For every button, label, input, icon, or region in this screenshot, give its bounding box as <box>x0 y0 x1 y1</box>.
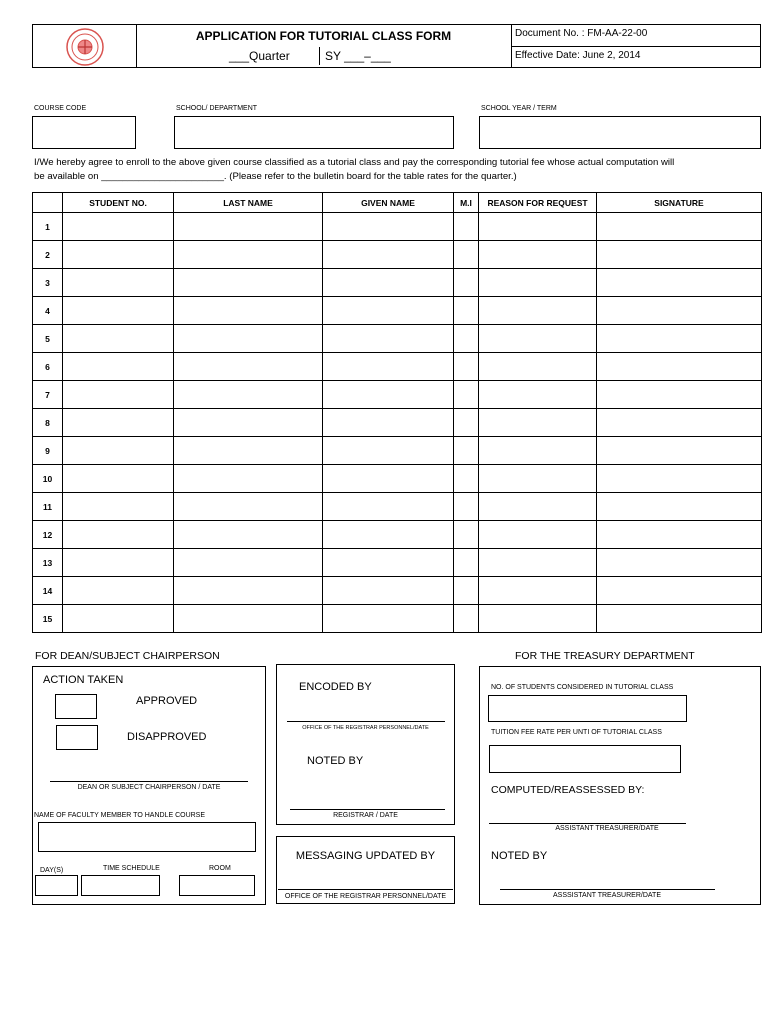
signature-cell[interactable] <box>597 549 762 577</box>
room-input[interactable] <box>179 875 255 896</box>
table-row <box>33 297 762 325</box>
quarter-field <box>229 49 290 63</box>
last-name-cell[interactable] <box>174 493 323 521</box>
student-no-cell[interactable] <box>63 437 174 465</box>
disapproved-label: DISAPPROVED <box>127 731 207 743</box>
table-header-row <box>33 193 762 213</box>
document-info-cell <box>511 25 760 67</box>
last-name-cell[interactable] <box>174 465 323 493</box>
mi-cell[interactable] <box>454 437 479 465</box>
given-name-cell[interactable] <box>323 381 454 409</box>
signature-cell[interactable] <box>597 493 762 521</box>
given-name-cell[interactable] <box>323 409 454 437</box>
approved-checkbox[interactable] <box>55 694 97 719</box>
given-name-cell[interactable] <box>323 437 454 465</box>
last-name-cell[interactable] <box>174 381 323 409</box>
student-table <box>32 192 762 633</box>
table-row <box>33 549 762 577</box>
table-row <box>33 605 762 633</box>
row-number: 1 <box>33 213 63 241</box>
given-name-cell[interactable] <box>323 549 454 577</box>
last-name-cell[interactable] <box>174 521 323 549</box>
table-row <box>33 269 762 297</box>
mi-cell[interactable] <box>454 213 479 241</box>
treasury-box <box>479 666 761 905</box>
reason-cell[interactable] <box>479 605 597 633</box>
column-header-signature: SIGNATURE <box>597 193 762 213</box>
column-header-number <box>33 193 63 213</box>
reason-cell[interactable] <box>479 381 597 409</box>
school-department-input[interactable] <box>174 116 454 149</box>
row-number: 13 <box>33 549 63 577</box>
mi-cell[interactable] <box>454 353 479 381</box>
reason-cell[interactable] <box>479 437 597 465</box>
reason-cell[interactable] <box>479 465 597 493</box>
mi-cell[interactable] <box>454 269 479 297</box>
mi-cell[interactable] <box>454 577 479 605</box>
signature-cell[interactable] <box>597 409 762 437</box>
given-name-cell[interactable] <box>323 465 454 493</box>
signature-cell[interactable] <box>597 605 762 633</box>
mi-cell[interactable] <box>454 549 479 577</box>
messaging-box <box>276 836 455 904</box>
mi-cell[interactable] <box>454 465 479 493</box>
reason-cell[interactable] <box>479 213 597 241</box>
last-name-cell[interactable] <box>174 549 323 577</box>
no-students-input[interactable] <box>488 695 687 722</box>
agreement-text <box>34 156 764 184</box>
student-no-cell[interactable] <box>63 465 174 493</box>
column-header-reason: REASON FOR REQUEST <box>479 193 597 213</box>
title-cell <box>136 25 512 67</box>
table-row <box>33 465 762 493</box>
last-name-cell[interactable] <box>174 241 323 269</box>
faculty-member-label: NAME OF FACULTY MEMBER TO HANDLE COURSE <box>34 812 206 819</box>
reason-cell[interactable] <box>479 409 597 437</box>
table-row <box>33 577 762 605</box>
last-name-cell[interactable] <box>174 325 323 353</box>
faculty-member-input[interactable] <box>38 822 256 852</box>
given-name-cell[interactable] <box>323 241 454 269</box>
signature-cell[interactable] <box>597 241 762 269</box>
action-taken-label: ACTION TAKEN <box>43 674 124 686</box>
given-name-cell[interactable] <box>323 297 454 325</box>
signature-cell[interactable] <box>597 353 762 381</box>
school-year-term-input[interactable] <box>479 116 761 149</box>
student-no-cell[interactable] <box>63 297 174 325</box>
row-number: 5 <box>33 325 63 353</box>
row-number: 15 <box>33 605 63 633</box>
last-name-cell[interactable] <box>174 297 323 325</box>
last-name-cell[interactable] <box>174 409 323 437</box>
sy-field: SY ___–___ <box>325 49 391 63</box>
assistant-treasurer-label-1: ASSISTANT TREASURER/DATE <box>555 825 659 832</box>
reason-cell[interactable] <box>479 325 597 353</box>
days-input[interactable] <box>35 875 78 896</box>
column-header-last-name: LAST NAME <box>174 193 323 213</box>
dean-section-title: FOR DEAN/SUBJECT CHAIRPERSON <box>35 650 220 662</box>
registrar-box <box>276 664 455 825</box>
column-header-student-no: STUDENT NO. <box>63 193 174 213</box>
signature-cell[interactable] <box>597 577 762 605</box>
row-number: 2 <box>33 241 63 269</box>
student-no-cell[interactable] <box>63 213 174 241</box>
last-name-cell[interactable] <box>174 437 323 465</box>
signature-cell[interactable] <box>597 213 762 241</box>
signature-cell[interactable] <box>597 437 762 465</box>
days-label: DAY(S) <box>40 867 64 874</box>
row-number: 12 <box>33 521 63 549</box>
table-row <box>33 409 762 437</box>
last-name-cell[interactable] <box>174 269 323 297</box>
school-seal-icon <box>59 27 111 67</box>
table-row <box>33 521 762 549</box>
mi-cell[interactable] <box>454 325 479 353</box>
quarter-blank: ___ <box>229 49 250 63</box>
last-name-cell[interactable] <box>174 353 323 381</box>
table-row <box>33 213 762 241</box>
treasury-noted-by-label: NOTED BY <box>491 850 548 862</box>
given-name-cell[interactable] <box>323 577 454 605</box>
encoded-signature-label: OFFICE OF THE REGISTRAR PERSONNEL/DATE <box>302 725 429 731</box>
dean-signature-label: DEAN OR SUBJECT CHAIRPERSON / DATE <box>77 784 221 791</box>
time-schedule-label: TIME SCHEDULE <box>103 865 160 872</box>
given-name-cell[interactable] <box>323 521 454 549</box>
reason-cell[interactable] <box>479 577 597 605</box>
encoded-by-label: ENCODED BY <box>299 681 372 693</box>
given-name-cell[interactable] <box>323 493 454 521</box>
mi-cell[interactable] <box>454 241 479 269</box>
logo-cell <box>33 25 137 67</box>
table-row <box>33 241 762 269</box>
row-number: 4 <box>33 297 63 325</box>
mi-cell[interactable] <box>454 521 479 549</box>
reason-cell[interactable] <box>479 241 597 269</box>
form-header <box>32 24 761 68</box>
given-name-cell[interactable] <box>323 353 454 381</box>
row-number: 7 <box>33 381 63 409</box>
student-no-cell[interactable] <box>63 577 174 605</box>
reason-cell[interactable] <box>479 549 597 577</box>
agreement-line-1: I/We hereby agree to enroll to the above given course classified as a tutorial class and pay the corresponding tutorial fee whose actual computation will <box>34 157 675 168</box>
reason-cell[interactable] <box>479 493 597 521</box>
student-no-cell[interactable] <box>63 493 174 521</box>
no-students-label: NO. OF STUDENTS CONSIDERED IN TUTORIAL CLASS <box>491 684 674 691</box>
approved-label: APPROVED <box>136 695 198 707</box>
quarter-label: Quarter <box>249 49 290 63</box>
student-no-cell[interactable] <box>63 353 174 381</box>
mi-cell[interactable] <box>454 297 479 325</box>
column-header-given-name: GIVEN NAME <box>323 193 454 213</box>
student-no-cell[interactable] <box>63 605 174 633</box>
disapproved-checkbox[interactable] <box>56 725 98 750</box>
registrar-signature-label: REGISTRAR / DATE <box>333 812 398 819</box>
mi-cell[interactable] <box>454 605 479 633</box>
agreement-line-2: be available on _______________________. (Please refer to the bulletin board for the table rates for the quarter.) <box>34 171 517 182</box>
reason-cell[interactable] <box>479 269 597 297</box>
course-code-input[interactable] <box>32 116 136 149</box>
table-row <box>33 353 762 381</box>
table-row <box>33 325 762 353</box>
school-year-term-label: SCHOOL YEAR / TERM <box>481 105 557 112</box>
room-label: ROOM <box>209 865 231 872</box>
document-number: Document No. : FM-AA-22-00 <box>515 28 648 39</box>
row-number: 10 <box>33 465 63 493</box>
last-name-cell[interactable] <box>174 605 323 633</box>
row-number: 3 <box>33 269 63 297</box>
messaging-signature-label: OFFICE OF THE REGISTRAR PERSONNEL/DATE <box>284 893 447 900</box>
tuition-rate-label: TUITION FEE RATE PER UNTI OF TUTORIAL CLASS <box>491 729 662 736</box>
student-no-cell[interactable] <box>63 325 174 353</box>
treasury-section-title: FOR THE TREASURY DEPARTMENT <box>515 650 695 662</box>
messaging-updated-label: MESSAGING UPDATED BY <box>295 850 436 862</box>
row-number: 11 <box>33 493 63 521</box>
reason-cell[interactable] <box>479 297 597 325</box>
mi-cell[interactable] <box>454 381 479 409</box>
given-name-cell[interactable] <box>323 269 454 297</box>
mi-cell[interactable] <box>454 409 479 437</box>
row-number: 9 <box>33 437 63 465</box>
student-no-cell[interactable] <box>63 241 174 269</box>
mi-cell[interactable] <box>454 493 479 521</box>
row-number: 14 <box>33 577 63 605</box>
row-number: 6 <box>33 353 63 381</box>
given-name-cell[interactable] <box>323 213 454 241</box>
signature-cell[interactable] <box>597 465 762 493</box>
noted-by-label: NOTED BY <box>307 755 364 767</box>
time-schedule-input[interactable] <box>81 875 160 896</box>
signature-cell[interactable] <box>597 269 762 297</box>
form-title: APPLICATION FOR TUTORIAL CLASS FORM <box>195 29 452 43</box>
column-header-mi: M.I <box>454 193 479 213</box>
assistant-treasurer-label-2: ASSSISTANT TREASURER/DATE <box>552 892 661 899</box>
computed-by-label: COMPUTED/REASSESSED BY: <box>491 784 645 796</box>
student-no-cell[interactable] <box>63 549 174 577</box>
dean-section-box <box>32 666 266 905</box>
signature-cell[interactable] <box>597 381 762 409</box>
signature-cell[interactable] <box>597 297 762 325</box>
student-no-cell[interactable] <box>63 521 174 549</box>
row-number: 8 <box>33 409 63 437</box>
last-name-cell[interactable] <box>174 577 323 605</box>
student-no-cell[interactable] <box>63 409 174 437</box>
student-no-cell[interactable] <box>63 381 174 409</box>
table-row <box>33 437 762 465</box>
last-name-cell[interactable] <box>174 213 323 241</box>
student-no-cell[interactable] <box>63 269 174 297</box>
reason-cell[interactable] <box>479 353 597 381</box>
signature-cell[interactable] <box>597 521 762 549</box>
given-name-cell[interactable] <box>323 325 454 353</box>
given-name-cell[interactable] <box>323 605 454 633</box>
effective-date: Effective Date: June 2, 2014 <box>515 50 641 61</box>
table-row <box>33 493 762 521</box>
signature-cell[interactable] <box>597 325 762 353</box>
school-department-label: SCHOOL/ DEPARTMENT <box>176 105 258 112</box>
tuition-rate-input[interactable] <box>489 745 681 773</box>
reason-cell[interactable] <box>479 521 597 549</box>
table-row <box>33 381 762 409</box>
course-code-label: COURSE CODE <box>34 105 87 112</box>
